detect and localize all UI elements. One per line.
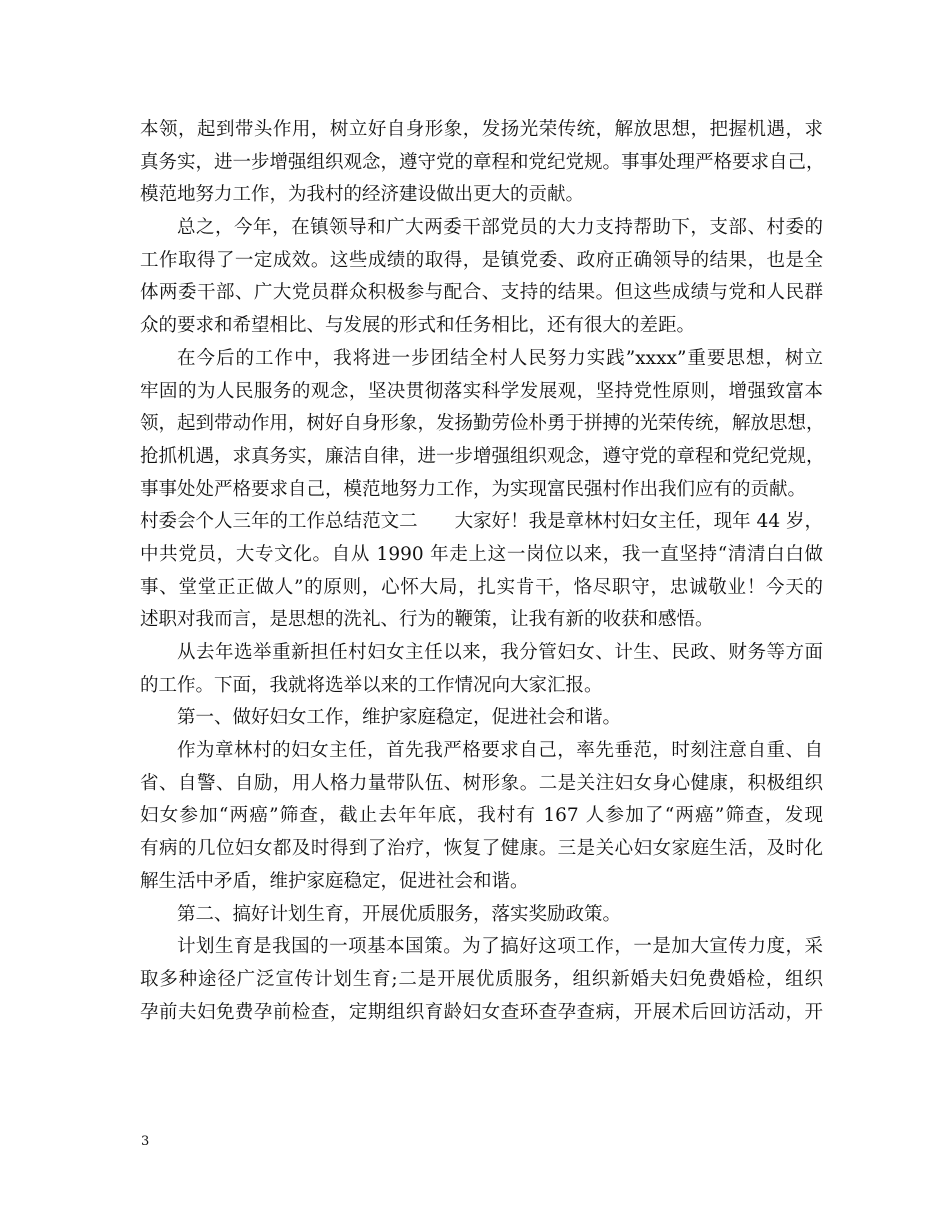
text-line: 的工作。下面，我就将选举以来的工作情况向大家汇报。 [140,674,603,696]
page-number: 3 [141,1134,150,1149]
text-line: 第二、搞好计划生育，开展优质服务，落实奖励政策。 [177,903,622,925]
text-line: 事、堂堂正正做人”的原则，心怀大局，扎实肯干，恪尽职守，忠诚敬业！今天的 [140,576,823,598]
text-line: 牢固的为人民服务的观念，坚决贯彻落实科学发展观，坚持党性原则，增强致富本 [140,380,823,402]
text-line: 计划生育是我国的一项基本国策。为了搞好这项工作，一是加大宣传力度，采 [177,936,823,958]
text-line: 模范地努力工作，为我村的经济建设做出更大的贡献。 [140,184,585,206]
text-line: 有病的几位妇女都及时得到了治疗，恢复了健康。三是关心妇女家庭生活，及时化 [140,838,823,860]
text-line: 在今后的工作中，我将进一步团结全村人民努力实践”xxxx”重要思想，树立 [177,347,823,369]
text-line: 中共党员，大专文化。自从 1990 年走上这一岗位以来，我一直坚持“清清白白做 [140,543,823,565]
text-line: 述职对我而言，是思想的洗礼、行为的鞭策，让我有新的收获和感悟。 [140,609,714,631]
text-line: 第一、做好妇女工作，维护家庭稳定，促进社会和谐。 [177,707,622,729]
document-body [140,114,823,1029]
text-line: 孕前夫妇免费孕前检查，定期组织育龄妇女查环查孕查病，开展术后回访活动，开 [140,1001,823,1023]
text-line: 抢抓机遇，求真务实，廉洁自律，进一步增强组织观念，遵守党的章程和党纪党规， [140,445,825,467]
text-line: 本领，起到带头作用，树立好自身形象，发扬光荣传统，解放思想，把握机遇，求 [140,119,823,140]
text-line: 体两委干部、广大党员群众积极参与配合、支持的结果。但这些成绩与党和人民群 [140,282,823,304]
text-line: 省、自警、自励，用人格力量带队伍、树形象。二是关注妇女身心健康，积极组织 [140,772,823,794]
text-line: 村委会个人三年的工作总结范文二 大家好！我是章林村妇女主任，现年 44 岁， [140,511,823,533]
text-line: 妇女参加“两癌”筛查，截止去年年底，我村有 167 人参加了“两癌”筛查，发现 [140,805,823,827]
text-line: 众的要求和希望相比、与发展的形式和任务相比，还有很大的差距。 [140,315,696,337]
text-line: 工作取得了一定成效。这些成绩的取得，是镇党委、政府正确领导的结果，也是全 [140,249,823,271]
text-line: 解生活中矛盾，维护家庭稳定，促进社会和谐。 [140,870,529,892]
text-line: 从去年选举重新担任村妇女主任以来，我分管妇女、计生、民政、财务等方面 [177,642,823,663]
text-line: 事事处处严格要求自己，模范地努力工作，为实现富民强村作出我们应有的贡献。 [140,478,807,500]
text-line: 真务实，进一步增强组织观念，遵守党的章程和党纪党规。事事处理严格要求自己， [140,151,825,173]
text-line: 总之，今年，在镇领导和广大两委干部党员的大力支持帮助下，支部、村委的 [177,217,823,239]
text-line: 领，起到带动作用，树好自身形象，发扬勤劳俭朴勇于拼搏的光荣传统，解放思想， [140,413,825,435]
text-line: 作为章林村的妇女主任，首先我严格要求自己，率先垂范，时刻注意自重、自 [177,740,823,762]
text-line: 取多种途径广泛宣传计划生育;二是开展优质服务，组织新婚夫妇免费婚检，组织 [140,968,823,990]
